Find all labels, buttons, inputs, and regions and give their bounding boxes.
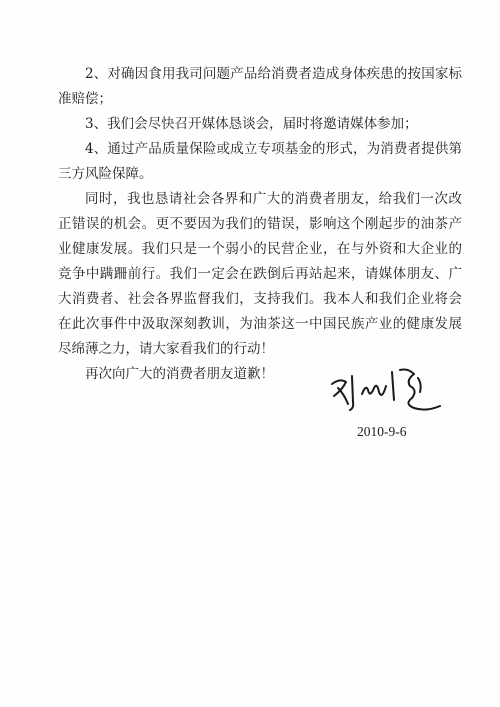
paragraph-apology: 再次向广大的消费者朋友道歉！ [85, 366, 274, 382]
paragraph-media-meeting: 3、我们会尽快召开媒体恳谈会，届时将邀请媒体参加； [85, 116, 418, 132]
letter-date: 2010-9-6 [357, 424, 407, 439]
letter-body [58, 62, 462, 387]
paragraph-appeal: 同时，我也恳请社会各界和广大的消费者朋友，给我们一次改正错误的机会。更不要因为我们的错误，影响这个刚起步的油茶产业健康发展。我们只是一个弱小的民营企业，在与外资和大企业的竞争中蹒跚前行。我们一定会在跌倒后再站起来，请媒体朋友、广大消费者、社会各界监督我们，支持我们。我本人和我们企业将会在此次事件中汲取深刻教训，为油茶这一中国民族产业的健康发展尽绵薄之力，请大家看我们的行动！ [58, 191, 462, 357]
paragraph-compensation: 2、对确因食用我司问题产品给消费者造成身体疾患的按国家标准赔偿； [58, 66, 462, 107]
handwritten-signature [322, 360, 452, 422]
paragraph-insurance: 4、通过产品质量保险或成立专项基金的形式，为消费者提供第三方风险保障。 [58, 141, 462, 182]
